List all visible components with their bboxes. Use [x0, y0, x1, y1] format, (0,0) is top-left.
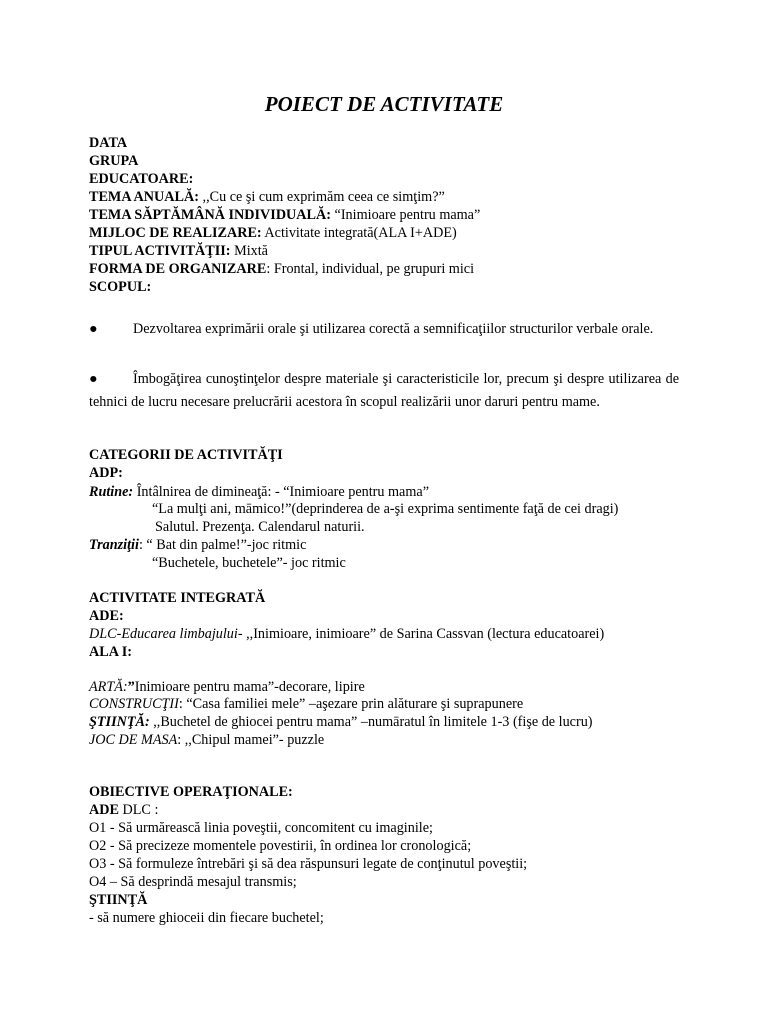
ade-heading: ADE:: [89, 608, 124, 624]
tranzitii-line: [89, 536, 306, 554]
scop-text-1: Dezvoltarea exprimării orale şi utilizarea corectă a semnificaţiilor structurilor verbale orale.: [133, 321, 654, 337]
rutine-text-1: Întâlnirea de dimineaţă: - “Inimioare pentru mama”: [133, 484, 429, 500]
stiinta-label: ŞTIINŢĂ:: [89, 714, 150, 730]
bullet-icon: ●: [89, 321, 98, 337]
ala-heading: ALA I:: [89, 644, 132, 660]
constructii-label: CONSTRUCŢII: [89, 696, 179, 712]
field-mijloc: [89, 224, 457, 242]
adp-heading: ADP:: [89, 465, 123, 481]
tranzitii-text-2: “Buchetele, buchetele”- joc ritmic: [152, 555, 346, 571]
stiinta-line: [89, 713, 593, 731]
obiective-ade-value: DLC :: [118, 802, 159, 818]
joc-value: : ,,Chipul mamei”- puzzle: [177, 732, 325, 748]
rutine-text-2: “La mulţi ani, māmico!”(deprinderea de a-şi exprima sentimente faţă de cei dragi): [152, 501, 619, 517]
arta-quote: ”: [127, 679, 135, 695]
categorii-heading: CATEGORII DE ACTIVITĂŢI: [89, 447, 283, 463]
integrata-heading: ACTIVITATE INTEGRATĂ: [89, 590, 266, 606]
field-tema-saptamana: [89, 206, 480, 224]
field-scopul: SCOPUL:: [89, 279, 152, 295]
obiective-ade-label: ADE: [89, 802, 119, 818]
mijloc-label: MIJLOC DE REALIZARE:: [89, 225, 262, 241]
field-data: DATA: [89, 135, 128, 151]
obiective-ade-line: [89, 801, 158, 819]
field-grupa: GRUPA: [89, 153, 139, 169]
constructii-value: : “Casa familiei mele” –aşezare prin alăturare şi suprapunere: [178, 696, 524, 712]
tema-anuala-label: TEMA ANUALĂ:: [89, 189, 199, 205]
objective-o4: O4 – Să desprindă mesajul transmis;: [89, 874, 297, 890]
tema-saptamana-label: TEMA SĂPTĂMÂNĂ INDIVIDUALĂ:: [89, 207, 331, 223]
scop-text-2: Îmbogăţirea cunoştinţelor despre materiale şi caracteristicile lor, precum şi despre utilizarea de tehnici de lucru necesare prelucrării acestora în scopul realizării unor daruri pentru mame.: [89, 371, 679, 410]
arta-value: Inimioare pentru mama”-decorare, lipire: [134, 679, 365, 695]
dlc-line: [89, 625, 604, 643]
rutine-label: Rutine:: [89, 484, 134, 500]
field-tipul: [89, 242, 268, 260]
page-title: POIECT DE ACTIVITATE: [264, 92, 504, 116]
mijloc-value: Activitate integrată(ALA I+ADE): [261, 225, 457, 241]
constructii-line: [89, 695, 523, 713]
forma-value: : Frontal, individual, pe grupuri mici: [266, 261, 475, 277]
joc-line: [89, 731, 324, 749]
joc-label: JOC DE MASA: [89, 732, 178, 748]
tipul-label: TIPUL ACTIVITĂŢII:: [89, 243, 231, 259]
dlc-label: DLC-Educarea limbajului-: [89, 626, 243, 642]
tranzitii-text-1: : “ Bat din palme!”-joc ritmic: [138, 537, 307, 553]
forma-label: FORMA DE ORGANIZARE: [89, 261, 267, 277]
dlc-value: ,,Inimioare, inimioare” de Sarina Cassvan (lectura educatoarei): [242, 626, 605, 642]
scop-paragraph-1: [89, 318, 679, 341]
field-tema-anuala: [89, 188, 445, 206]
tema-saptamana-value: “Inimioare pentru mama”: [330, 207, 481, 223]
stiinta-objective-1: - să numere ghioceii din fiecare buchetel;: [89, 910, 324, 926]
rutine-line: [89, 483, 429, 501]
rutine-text-3: Salutul. Prezenţa. Calendarul naturii.: [155, 519, 365, 535]
objective-o2: O2 - Să precizeze momentele povestirii, în ordinea lor cronologică;: [89, 838, 472, 854]
stiinta-value: ,,Buchetel de ghiocei pentru mama” –numāratul în limitele 1-3 (fişe de lucru): [149, 714, 593, 730]
field-forma: [89, 260, 474, 278]
objective-o3: O3 - Să formuleze întrebări şi să dea răspunsuri legate de conţinutul poveştii;: [89, 856, 528, 872]
arta-label: ARTĂ:: [89, 679, 128, 695]
tema-anuala-value: ,,Cu ce şi cum exprimăm ceea ce simţim?”: [198, 189, 445, 205]
tranzitii-label: Tranziţii: [89, 537, 139, 553]
stiinta-heading: ŞTIINŢĂ: [89, 892, 148, 908]
tipul-value: Mixtă: [230, 243, 268, 259]
arta-line: [89, 678, 365, 696]
scop-paragraph-2: [89, 368, 679, 414]
obiective-heading: OBIECTIVE OPERAŢIONALE:: [89, 784, 293, 800]
objective-o1: O1 - Să urmărească linia poveştii, concomitent cu imaginile;: [89, 820, 433, 836]
field-educatoare: EDUCATOARE:: [89, 171, 194, 187]
bullet-icon: ●: [89, 371, 98, 387]
